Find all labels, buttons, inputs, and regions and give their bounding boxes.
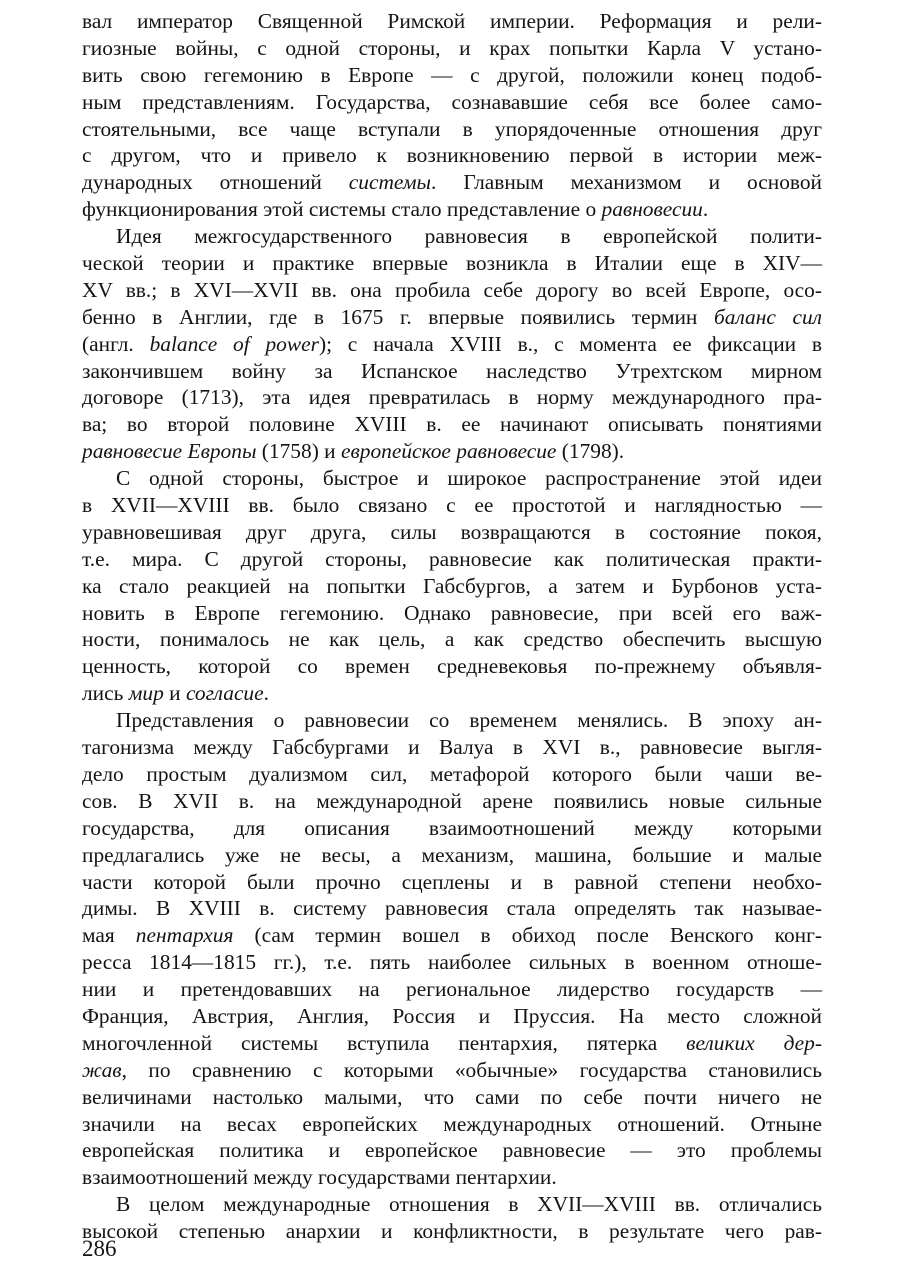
paragraph — [82, 223, 822, 465]
text-line — [82, 653, 822, 680]
italic-term: жав — [82, 1057, 122, 1082]
text-run: дело простым дуализмом сил, метафорой которого были чаши ве- — [82, 761, 822, 786]
paragraph — [82, 1191, 822, 1245]
text-run: тагонизма между Габсбургами и Валуа в XVI в., равновесие выгля- — [82, 735, 822, 760]
text-run: и — [163, 681, 186, 706]
text-line — [82, 89, 822, 116]
text-run: функционирования этой системы стало представление о — [82, 197, 602, 222]
text-run: Франция, Австрия, Англия, Россия и Пруссия. На место сложной — [82, 1003, 822, 1028]
text-line — [82, 62, 822, 89]
text-line — [82, 546, 822, 573]
text-line — [82, 169, 822, 196]
text-line — [82, 573, 822, 600]
text-run: т.е. мира. С другой стороны, равновесие как политическая практи- — [82, 546, 822, 571]
text-line — [82, 949, 822, 976]
text-run: с другом, что и привело к возникновению первой в истории меж- — [82, 143, 822, 168]
text-line — [82, 922, 822, 949]
text-line — [82, 680, 822, 707]
italic-term: великих дер- — [686, 1030, 822, 1055]
italic-term: баланс сил — [714, 304, 822, 329]
text-run: (1798). — [556, 439, 625, 464]
text-run: Идея межгосударственного равновесия в европейской полити- — [116, 224, 822, 249]
text-line — [82, 895, 822, 922]
text-run: высокой степенью анархии и конфликтности, в результате чего рав- — [82, 1219, 822, 1244]
text-line — [82, 331, 822, 358]
text-run: закончившем войну за Испанское наследство Утрехтском мирном — [82, 358, 822, 383]
text-run: (англ. — [82, 331, 150, 356]
text-run: бенно в Англии, где в 1675 г. впервые появились термин — [82, 304, 715, 329]
text-run: стоятельными, все чаще вступали в упорядоченные отношения друг — [82, 116, 822, 141]
text-line — [82, 1137, 822, 1164]
text-run: ценность, которой со времен средневековья по-прежнему объявля- — [82, 654, 822, 679]
text-line — [82, 35, 822, 62]
text-line — [82, 626, 822, 653]
text-run: мая — [82, 923, 136, 948]
text-run: части которой были прочно сцеплены и в равной степени необхо- — [82, 869, 822, 894]
text-line — [82, 842, 822, 869]
text-run: дународных отношений — [82, 170, 349, 195]
text-run: , по сравнению с которыми «обычные» государства становились — [121, 1057, 822, 1082]
text-run: величинами настолько малыми, что сами по себе почти ничего не — [82, 1084, 822, 1109]
text-run: ресса 1814—1815 гг.), т.е. пять наиболее сильных в военном отноше- — [82, 950, 822, 975]
text-line — [82, 277, 822, 304]
paragraph — [82, 8, 822, 223]
page-number: 286 — [82, 1236, 117, 1261]
text-line — [82, 411, 822, 438]
italic-term: balance of power — [149, 331, 319, 356]
text-line — [82, 142, 822, 169]
text-run: . — [263, 681, 269, 706]
text-run: ности, понималось не как цель, а как средство обеспечить высшую — [82, 627, 822, 652]
text-run: уравновешивая друг друга, силы возвращаются в состояние покоя, — [82, 519, 822, 544]
text-line — [82, 976, 822, 1003]
text-run: многочленной системы вступила пентархия, пятерка — [82, 1030, 687, 1055]
text-run: ка стало реакцией на попытки Габсбургов, а затем и Бурбонов уста- — [82, 573, 822, 598]
text-line — [82, 815, 822, 842]
text-run: ческой теории и практике впервые возникла в Италии еще в XIV— — [82, 251, 822, 276]
text-run: вить свою гегемонию в Европе — с другой, положили конец подоб- — [82, 62, 822, 87]
text-run: договоре (1713), эта идея превратилась в норму международного пра- — [82, 385, 822, 410]
text-run: лись — [82, 681, 129, 706]
text-line — [82, 358, 822, 385]
text-line — [82, 384, 822, 411]
paragraph — [82, 465, 822, 707]
text-line — [82, 223, 822, 250]
text-line — [82, 600, 822, 627]
text-line — [82, 8, 822, 35]
text-run: сов. В XVII в. на международной арене появились новые сильные — [82, 788, 822, 813]
text-run: государства, для описания взаимоотношений между которыми — [82, 815, 822, 840]
text-run: В целом международные отношения в XVII—XVIII вв. отличались — [116, 1192, 822, 1217]
text-line — [82, 438, 822, 465]
text-run: ); с начала XVIII в., с момента ее фиксации в — [318, 331, 822, 356]
text-run: вал император Священной Римской империи. Реформация и рели- — [82, 9, 822, 33]
italic-term: равновесии — [601, 197, 703, 222]
text-line — [82, 519, 822, 546]
text-run: гиозные войны, с одной стороны, и крах попытки Карла V устано- — [82, 35, 822, 60]
text-line — [82, 869, 822, 896]
text-run: (сам термин вошел в обиход после Венского конг- — [233, 923, 822, 948]
text-line — [82, 1057, 822, 1084]
text-run: (1758) и — [256, 439, 341, 464]
text-line — [82, 788, 822, 815]
text-run: димы. В XVIII в. систему равновесия стала определять так называе- — [82, 896, 822, 921]
italic-term: мир — [128, 681, 164, 706]
italic-term: европейское равновесие — [340, 439, 557, 464]
text-line — [82, 250, 822, 277]
paragraph — [82, 707, 822, 1191]
text-run: ва; во второй половине XVIII в. ее начинают описывать понятиями — [82, 412, 822, 437]
text-run: . — [702, 197, 709, 222]
text-run: нии и претендовавших на региональное лидерство государств — — [82, 977, 822, 1002]
text-line — [82, 1164, 822, 1191]
text-run: предлагались уже не весы, а механизм, машина, большие и малые — [82, 842, 822, 867]
text-line — [82, 707, 822, 734]
text-run: значили на весах европейских международных отношений. Отныне — [82, 1111, 822, 1136]
text-line — [82, 492, 822, 519]
text-run: . Главным механизмом и основой — [431, 170, 822, 195]
text-line — [82, 1111, 822, 1138]
text-line — [82, 1003, 822, 1030]
italic-term: равновесие Европы — [82, 439, 257, 464]
text-run: европейская политика и европейское равновесие — это проблемы — [82, 1138, 822, 1163]
text-line — [82, 761, 822, 788]
text-run: С одной стороны, быстрое и широкое распространение этой идеи — [116, 466, 822, 491]
text-line — [82, 1218, 822, 1245]
text-line — [82, 465, 822, 492]
text-run: взаимоотношений между государствами пентархии. — [82, 1165, 557, 1190]
italic-term: согласие — [185, 681, 264, 706]
text-run: Представления о равновесии со временем менялись. В эпоху ан- — [116, 708, 822, 733]
text-run: ным представлениям. Государства, сознававшие себя все более само- — [82, 89, 822, 114]
text-line — [82, 734, 822, 761]
text-run: XV вв.; в XVI—XVII вв. она пробила себе дорогу во всей Европе, осо- — [82, 277, 822, 302]
text-line — [82, 196, 822, 223]
text-run: новить в Европе гегемонию. Однако равновесие, при всей его важ- — [82, 600, 822, 625]
page-body — [82, 8, 822, 1245]
text-line — [82, 116, 822, 143]
text-line — [82, 1084, 822, 1111]
italic-term: системы — [348, 170, 432, 195]
italic-term: пентархия — [135, 923, 234, 948]
text-line — [82, 1030, 822, 1057]
text-line — [82, 1191, 822, 1218]
text-line — [82, 304, 822, 331]
text-run: в XVII—XVIII вв. было связано с ее простотой и наглядностью — — [82, 493, 822, 518]
